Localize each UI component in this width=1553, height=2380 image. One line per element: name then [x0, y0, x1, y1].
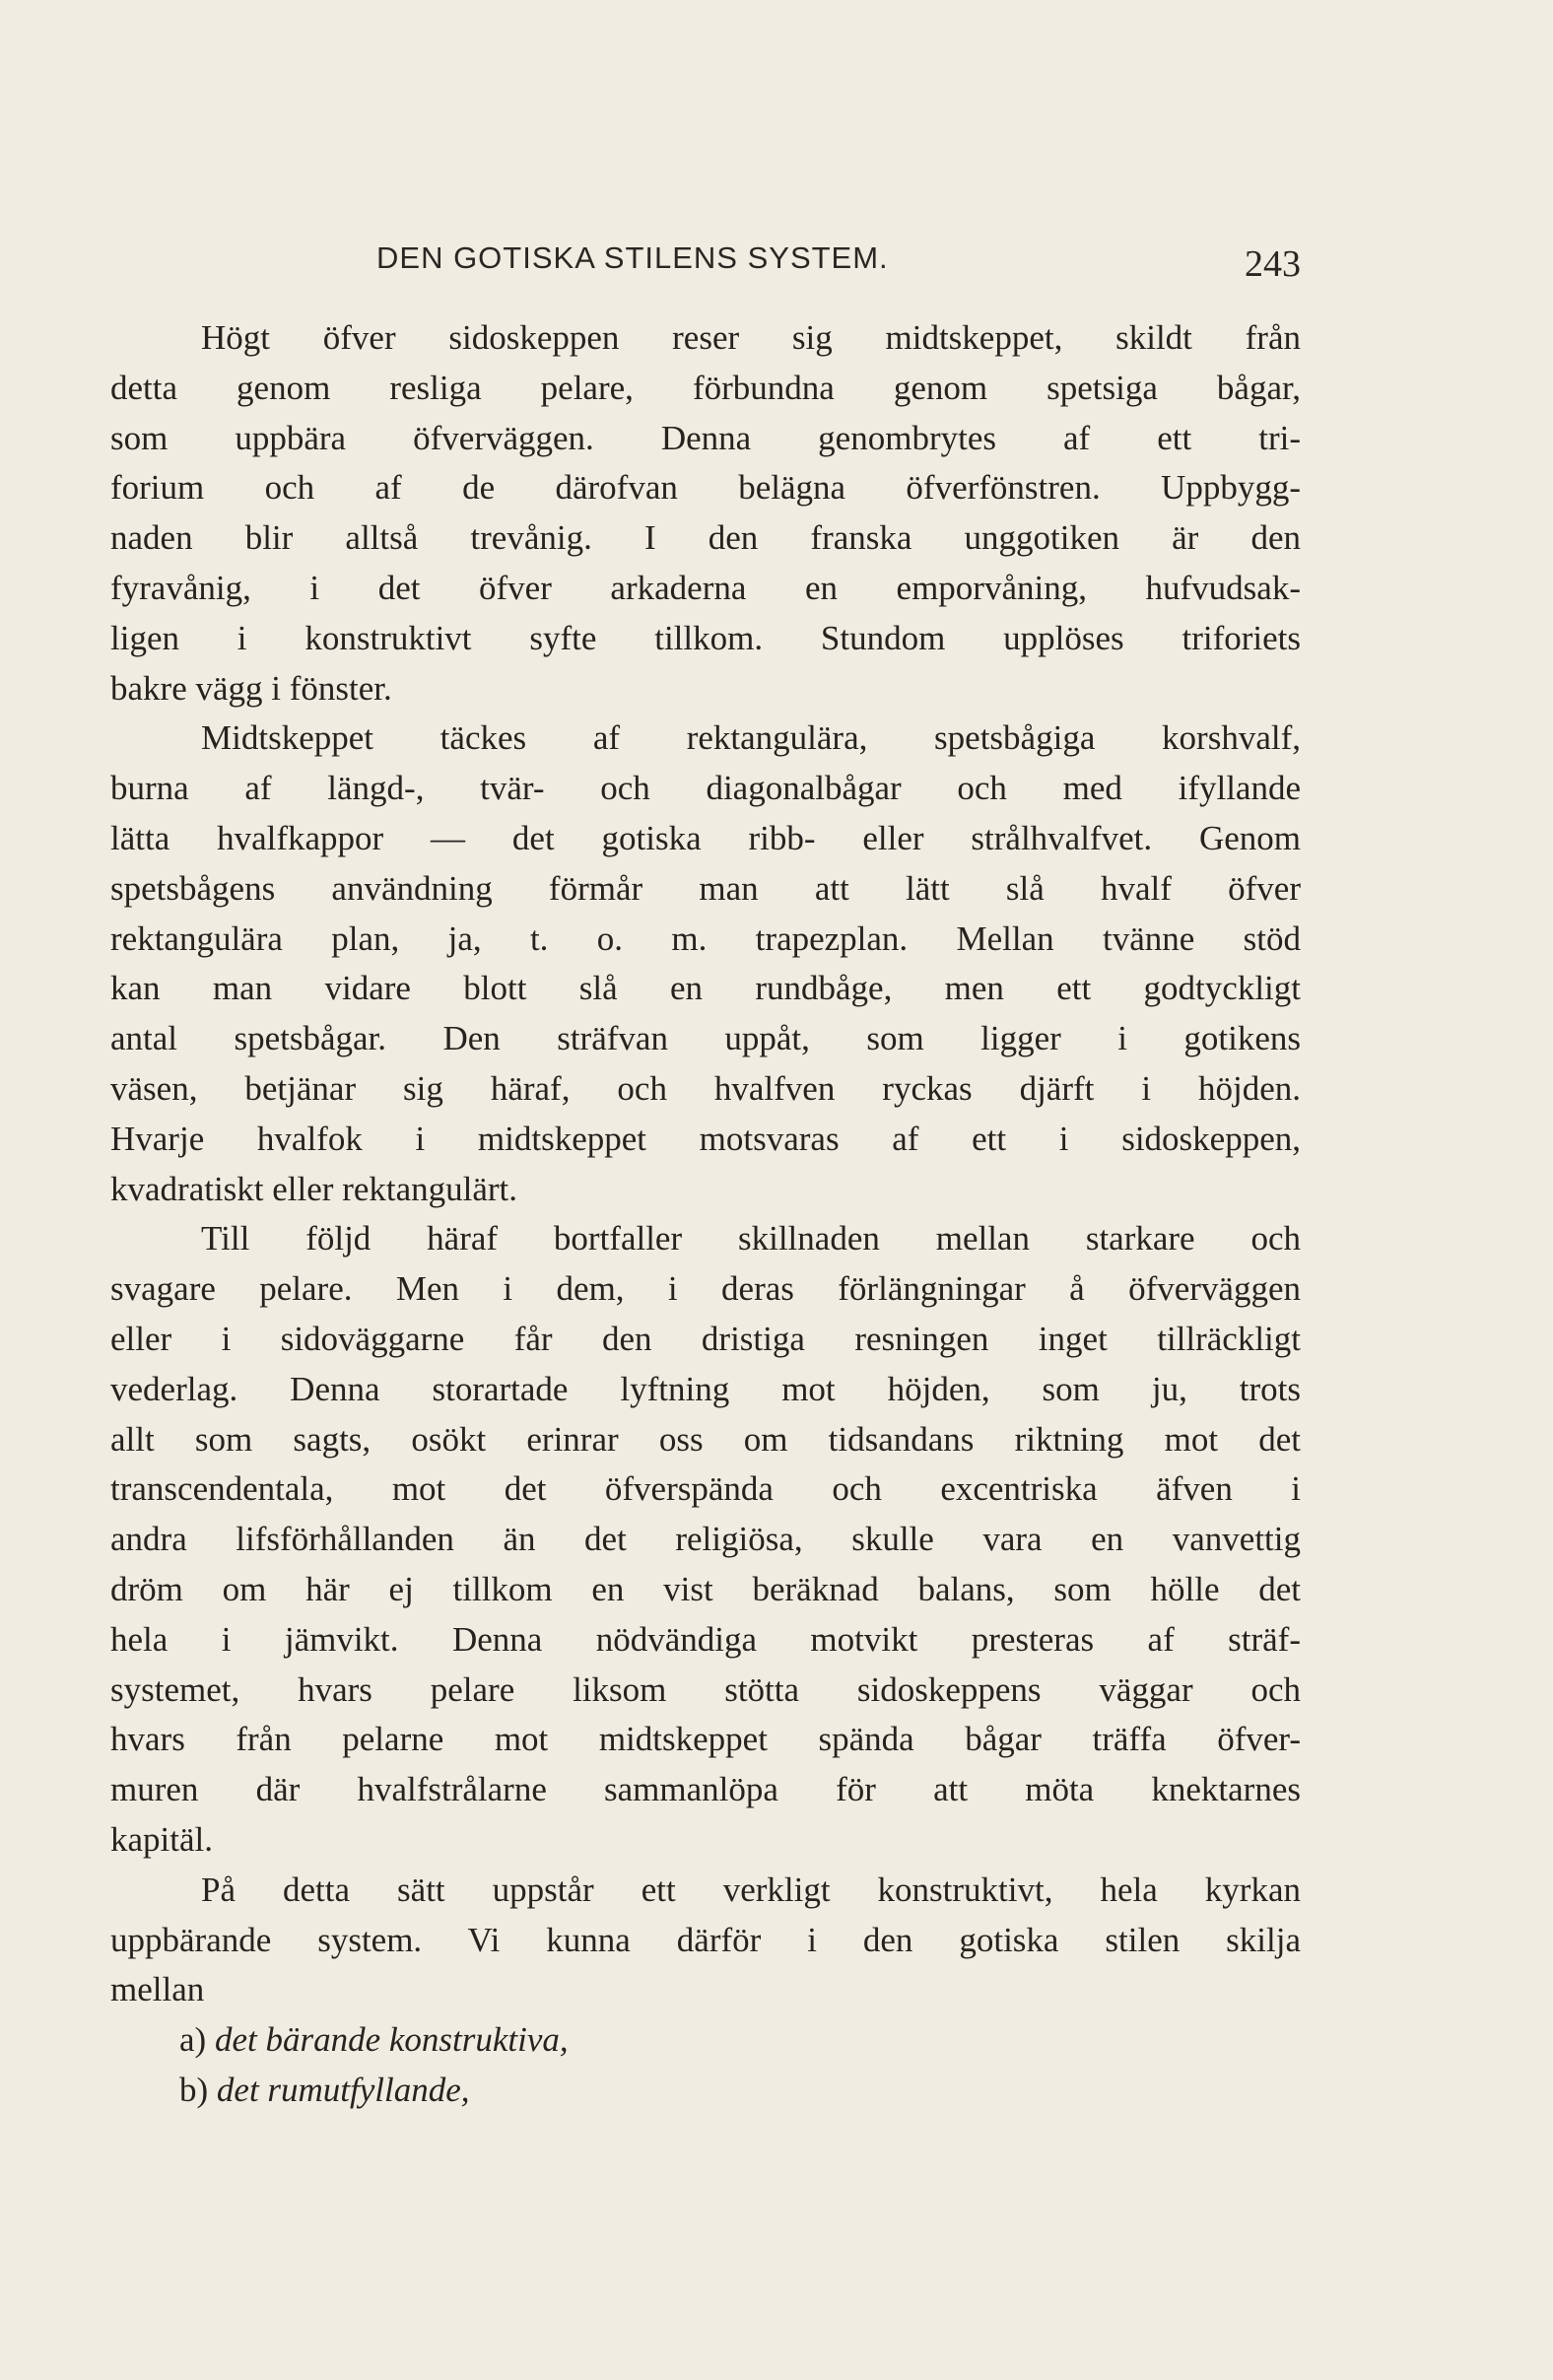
text-line: dröm om här ej tillkom en vist beräknad balans, som hölle det	[110, 1569, 1301, 1608]
text-line: transcendentala, mot det öfverspända och excentriska äfven i	[110, 1469, 1301, 1509]
text-line: muren där hvalfstrålarne sammanlöpa för att möta knektarnes	[110, 1770, 1301, 1809]
list-marker: a)	[179, 2020, 215, 2060]
body-text	[110, 313, 1301, 2116]
list-item-text: det rumutfyllande,	[216, 2070, 470, 2109]
text-line: hela i jämvikt. Denna nödvändiga motvikt presteras af sträf-	[110, 1619, 1301, 1659]
text-line: vederlag. Denna storartade lyftning mot höjden, som ju, trots	[110, 1369, 1301, 1408]
paragraph	[110, 714, 1301, 1214]
list-item	[110, 2066, 1301, 2116]
text-line: spetsbågens användning förmår man att lätt slå hvalf öfver	[110, 868, 1301, 908]
text-line: systemet, hvars pelare liksom stötta sidoskeppens väggar och	[110, 1669, 1301, 1709]
paragraph	[110, 313, 1301, 714]
running-head: DEN GOTISKA STILENS SYSTEM.	[376, 240, 889, 275]
text-line: Midtskeppet täckes af rektangulära, spetsbågiga korshvalf,	[201, 718, 1301, 758]
text-line: andra lifsförhållanden än det religiösa, skulle vara en vanvettig	[110, 1520, 1301, 1559]
page-header	[110, 233, 1301, 292]
list-item	[110, 2015, 1301, 2066]
text-line: väsen, betjänar sig häraf, och hvalfven ryckas djärft i höjden.	[110, 1068, 1301, 1108]
text-line: svagare pelare. Men i dem, i deras förlängningar å öfverväggen	[110, 1269, 1301, 1309]
text-line: detta genom resliga pelare, förbundna genom spetsiga bågar,	[110, 368, 1301, 407]
text-line: lätta hvalfkappor — det gotiska ribb- eller strålhvalfvet. Genom	[110, 818, 1301, 857]
text-line: fyravånig, i det öfver arkaderna en emporvåning, hufvudsak-	[110, 568, 1301, 607]
text-line: Till följd häraf bortfaller skillnaden mellan starkare och	[201, 1219, 1301, 1258]
paragraph	[110, 1866, 1301, 2015]
list-marker: b)	[179, 2070, 217, 2109]
text-line: naden blir alltså trevånig. I den franska unggotiken är den	[110, 518, 1301, 558]
list-item-text: det bärande konstruktiva,	[214, 2020, 569, 2060]
text-line: allt som sagts, osökt erinrar oss om tidsandans riktning mot det	[110, 1419, 1301, 1459]
text-line: kvadratiskt eller rektangulärt.	[110, 1169, 518, 1208]
text-line: bakre vägg i fönster.	[110, 668, 392, 708]
text-line: mellan	[110, 1970, 205, 2009]
list	[110, 2015, 1301, 2116]
text-line: Högt öfver sidoskeppen reser sig midtskeppet, skildt från	[201, 318, 1301, 357]
text-line: Hvarje hvalfok i midtskeppet motsvaras af ett i sidoskeppen,	[110, 1119, 1301, 1158]
text-line: burna af längd-, tvär- och diagonalbågar och med ifyllande	[110, 769, 1301, 808]
page-number: 243	[1245, 243, 1301, 285]
text-line: eller i sidoväggarne får den dristiga resningen inget tillräckligt	[110, 1319, 1301, 1358]
text-line: På detta sätt uppstår ett verkligt konstruktivt, hela kyrkan	[201, 1870, 1301, 1909]
text-line: kan man vidare blott slå en rundbåge, men ett godtyckligt	[110, 969, 1301, 1008]
text-line: rektangulära plan, ja, t. o. m. trapezplan. Mellan tvänne stöd	[110, 918, 1301, 958]
text-line: uppbärande system. Vi kunna därför i den gotiska stilen skilja	[110, 1920, 1301, 1959]
text-line: forium och af de därofvan belägna öfverfönstren. Uppbygg-	[110, 468, 1301, 508]
paragraph	[110, 1214, 1301, 1865]
text-line: antal spetsbågar. Den sträfvan uppåt, som ligger i gotikens	[110, 1019, 1301, 1058]
text-line: ligen i konstruktivt syfte tillkom. Stundom upplöses triforiets	[110, 618, 1301, 657]
text-line: som uppbära öfverväggen. Denna genombrytes af ett tri-	[110, 418, 1301, 457]
text-line: hvars från pelarne mot midtskeppet spända bågar träffa öfver-	[110, 1720, 1301, 1759]
text-line: kapitäl.	[110, 1819, 213, 1859]
